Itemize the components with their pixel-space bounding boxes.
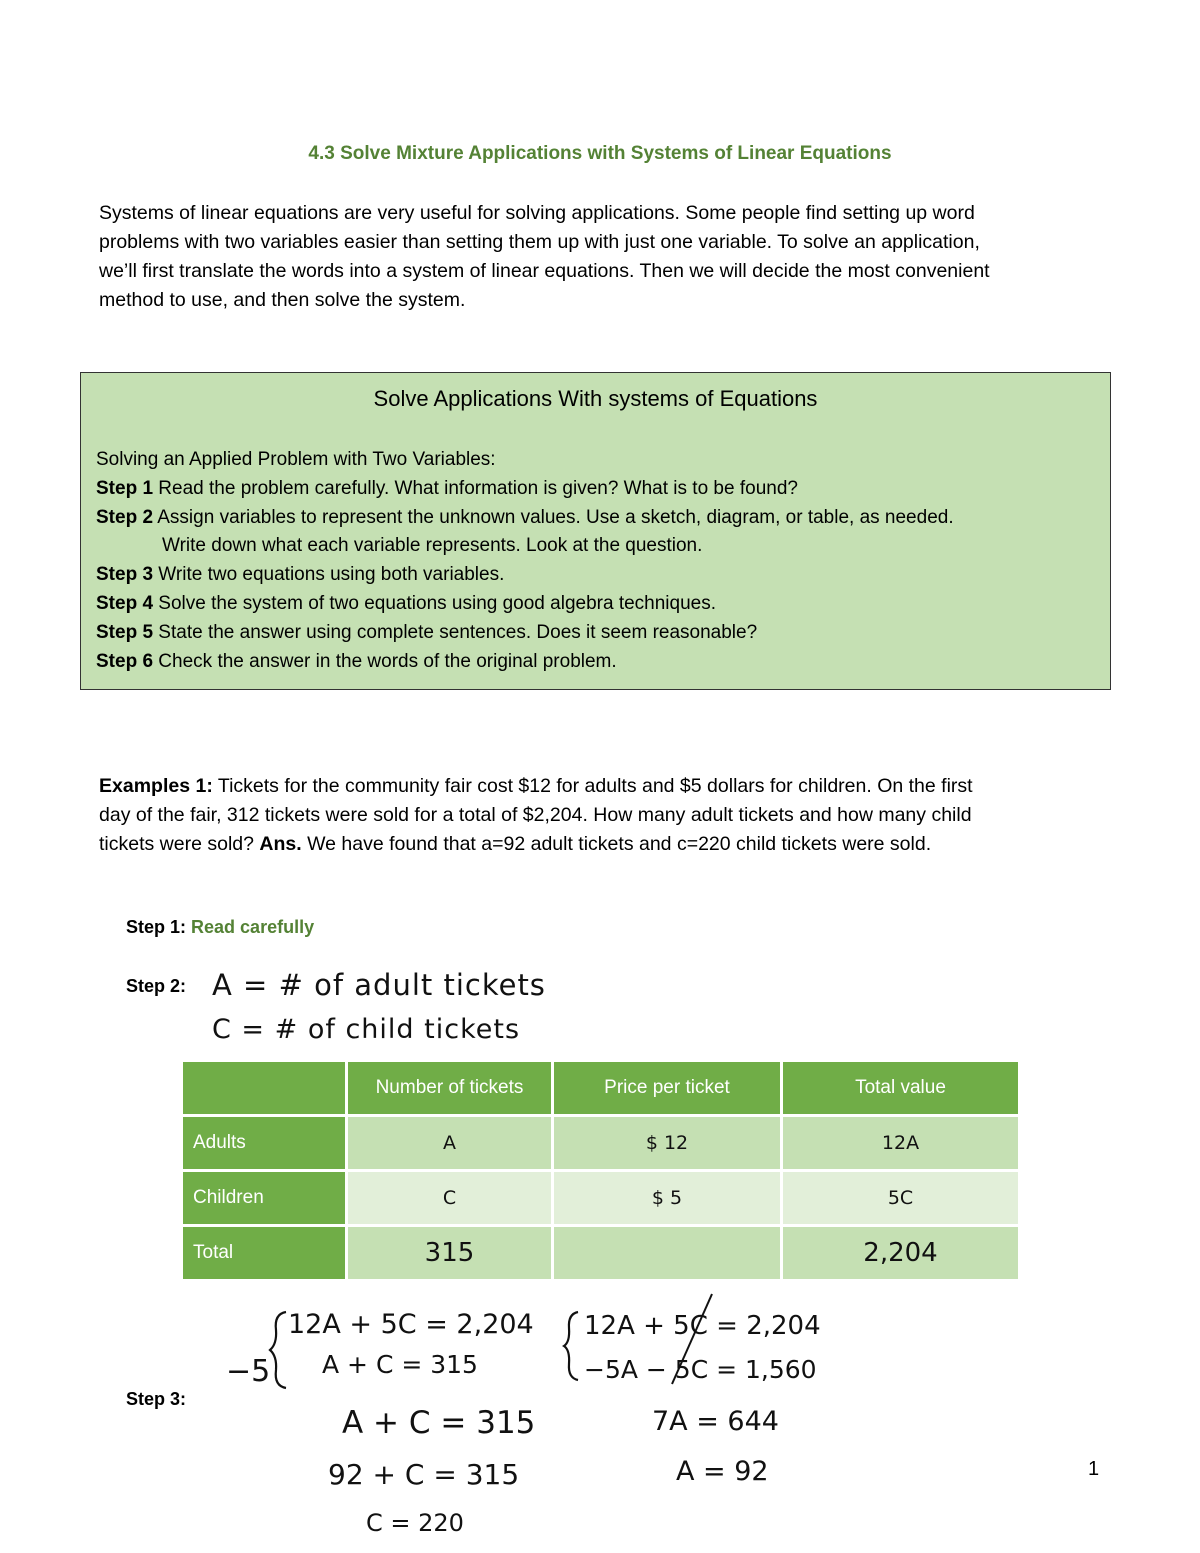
table-header-cell bbox=[182, 1061, 347, 1116]
handwritten-equation: 12A + 5C = 2,204 bbox=[584, 1311, 821, 1341]
table-cell: A bbox=[347, 1116, 553, 1171]
handwritten-equation: A + C = 315 bbox=[322, 1350, 478, 1379]
intro-line: Systems of linear equations are very useful for solving applications. Some people find setting up word bbox=[99, 202, 975, 224]
row-label: Children bbox=[182, 1171, 347, 1226]
procedure-step: Step 6 Check the answer in the words of the original problem. bbox=[96, 650, 617, 672]
table-cell: $ 5 bbox=[553, 1171, 782, 1226]
example-label: Examples 1: bbox=[99, 775, 213, 797]
page-number: 1 bbox=[1088, 1458, 1100, 1480]
handwritten-equation: C = 220 bbox=[366, 1509, 464, 1537]
row-label: Adults bbox=[182, 1116, 347, 1171]
procedure-step: Step 4 Solve the system of two equations using good algebra techniques. bbox=[96, 592, 716, 614]
handwritten-variable-c: C = # of child tickets bbox=[212, 1014, 521, 1045]
procedure-step: Step 5 State the answer using complete sentences. Does it seem reasonable? bbox=[96, 621, 758, 643]
procedure-box bbox=[80, 372, 1111, 690]
page-title: 4.3 Solve Mixture Applications with Systems of Linear Equations bbox=[308, 143, 892, 164]
step1-label: Step 1: bbox=[126, 917, 187, 937]
intro-line: we’ll first translate the words into a system of linear equations. Then we will decide the most convenient bbox=[99, 260, 990, 282]
procedure-steps bbox=[96, 446, 1096, 676]
procedure-step: Step 2 Assign variables to represent the unknown values. Use a sketch, diagram, or table, as needed. bbox=[96, 506, 954, 528]
handwritten-equation: 12A + 5C = 2,204 bbox=[288, 1309, 534, 1340]
intro-line: method to use, and then solve the system. bbox=[99, 289, 466, 311]
handwritten-equation: 92 + C = 315 bbox=[328, 1458, 520, 1491]
example-problem bbox=[99, 772, 1109, 859]
handwritten-multiplier: −5 bbox=[226, 1354, 271, 1389]
table-cell: 315 bbox=[347, 1226, 553, 1281]
step1-row bbox=[126, 917, 314, 938]
left-brace-icon bbox=[268, 1310, 290, 1390]
table-cell: $ 12 bbox=[553, 1116, 782, 1171]
table-row bbox=[182, 1116, 1020, 1171]
procedure-step-continued: Write down what each variable represents. Look at the question. bbox=[162, 535, 703, 557]
handwritten-equation: A = 92 bbox=[676, 1456, 769, 1487]
step1-text: Read carefully bbox=[191, 917, 315, 937]
table-cell: C bbox=[347, 1171, 553, 1226]
table-header-row bbox=[182, 1061, 1020, 1116]
intro-line: problems with two variables easier than setting them up with just one variable. To solve an application, bbox=[99, 231, 980, 253]
table-header-cell: Price per ticket bbox=[553, 1061, 782, 1116]
table-header-cell: Number of tickets bbox=[347, 1061, 553, 1116]
table-header-cell: Total value bbox=[782, 1061, 1020, 1116]
handwritten-equation: −5A − 5C = 1,560 bbox=[584, 1355, 817, 1384]
step2-label: Step 2: bbox=[126, 976, 187, 996]
table-cell bbox=[553, 1226, 782, 1281]
table-cell: 2,204 bbox=[782, 1226, 1020, 1281]
example-text: Tickets for the community fair cost $12 for adults and $5 dollars for children. On the first bbox=[212, 775, 973, 797]
example-text: day of the fair, 312 tickets were sold for a total of $2,204. How many adult tickets and how many child bbox=[99, 804, 972, 826]
strike-through-icon bbox=[668, 1290, 718, 1390]
step3-label: Step 3: bbox=[126, 1389, 187, 1409]
ticket-table bbox=[180, 1059, 1021, 1282]
answer-label: Ans. bbox=[259, 833, 302, 855]
table-row bbox=[182, 1171, 1020, 1226]
row-label: Total bbox=[182, 1226, 347, 1281]
table-row bbox=[182, 1226, 1020, 1281]
answer-text: We have found that a=92 adult tickets and c=220 child tickets were sold. bbox=[301, 833, 932, 855]
example-text: tickets were sold? bbox=[99, 833, 260, 855]
table-cell: 12A bbox=[782, 1116, 1020, 1171]
procedure-subtitle: Solving an Applied Problem with Two Variables: bbox=[96, 449, 496, 470]
handwritten-equation: 7A = 644 bbox=[652, 1406, 779, 1437]
procedure-box-title: Solve Applications With systems of Equations bbox=[373, 386, 818, 411]
procedure-step: Step 1 Read the problem carefully. What information is given? What is to be found? bbox=[96, 477, 798, 499]
handwritten-variable-a: A = # of adult tickets bbox=[212, 968, 546, 1002]
handwritten-equation: A + C = 315 bbox=[342, 1405, 536, 1441]
procedure-step: Step 3 Write two equations using both variables. bbox=[96, 564, 505, 586]
table-cell: 5C bbox=[782, 1171, 1020, 1226]
left-brace-icon bbox=[562, 1310, 582, 1382]
intro-paragraph bbox=[99, 199, 1109, 315]
